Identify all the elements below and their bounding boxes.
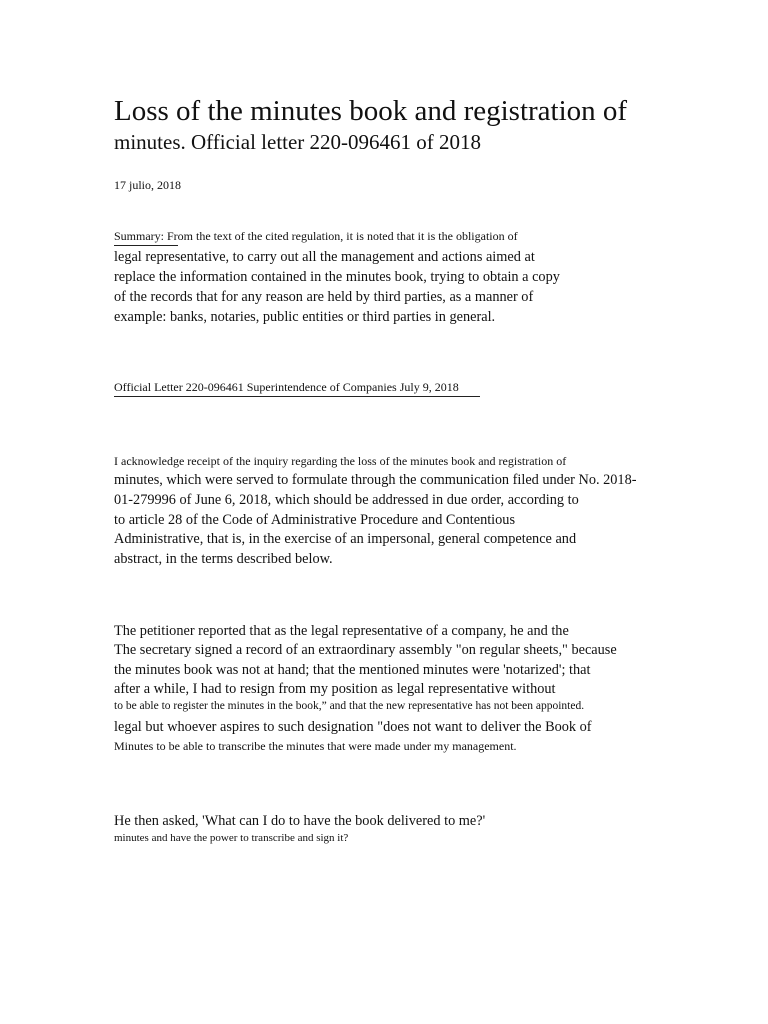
summary-first-line (114, 229, 518, 244)
summary-label: Summary: (114, 229, 164, 243)
paragraph-1-line: I acknowledge receipt of the inquiry regarding the loss of the minutes book and registration of (114, 454, 567, 468)
summary-text-line: replace the information contained in the minutes book, trying to obtain a copy (114, 269, 560, 285)
paragraph-2-line: to be able to register the minutes in the book,” and that the new representative has not been appointed. (114, 700, 585, 712)
paragraph-2-line: after a while, I had to resign from my position as legal representative without (114, 681, 556, 697)
paragraph-1-line: 01-279996 of June 6, 2018, which should be addressed in due order, according to (114, 492, 579, 508)
paragraph-2-line: The petitioner reported that as the legal representative of a company, he and the (114, 623, 569, 639)
paragraph-1-line: abstract, in the terms described below. (114, 551, 333, 567)
paragraph-3-line: minutes and have the power to transcribe and sign it? (114, 832, 349, 844)
summary-text-line: legal representative, to carry out all the management and actions aimed at (114, 249, 535, 265)
paragraph-1-line: Administrative, that is, in the exercise of an impersonal, general competence and (114, 531, 577, 547)
summary-text-line: example: banks, notaries, public entities or third parties in general. (114, 309, 496, 325)
publication-date: 17 julio, 2018 (114, 178, 182, 192)
document-title-line-2: minutes. Official letter 220-096461 of 2018 (114, 130, 482, 154)
paragraph-2-line: the minutes book was not at hand; that the mentioned minutes were 'notarized'; that (114, 662, 591, 678)
paragraph-1-line: to article 28 of the Code of Administrative Procedure and Contentious (114, 512, 516, 528)
document-title-line-1: Loss of the minutes book and registration of (114, 95, 628, 127)
paragraph-3-line: He then asked, 'What can I do to have the book delivered to me?' (114, 813, 486, 829)
paragraph-2-line: Minutes to be able to transcribe the minutes that were made under my management. (114, 739, 517, 753)
official-letter-reference: Official Letter 220-096461 Superintendence of Companies July 9, 2018 (114, 380, 459, 394)
paragraph-2-line: The secretary signed a record of an extraordinary assembly "on regular sheets," because (114, 642, 617, 658)
paragraph-2-line: legal but whoever aspires to such designation "does not want to deliver the Book of (114, 719, 592, 735)
paragraph-1-line: minutes, which were served to formulate through the communication filed under No. 2018- (114, 472, 637, 488)
reference-underline (114, 396, 480, 397)
summary-label-underline (114, 245, 178, 246)
summary-text-line: of the records that for any reason are held by third parties, as a manner of (114, 289, 534, 305)
summary-text-line: From the text of the cited regulation, it is noted that it is the obligation of (164, 229, 518, 243)
